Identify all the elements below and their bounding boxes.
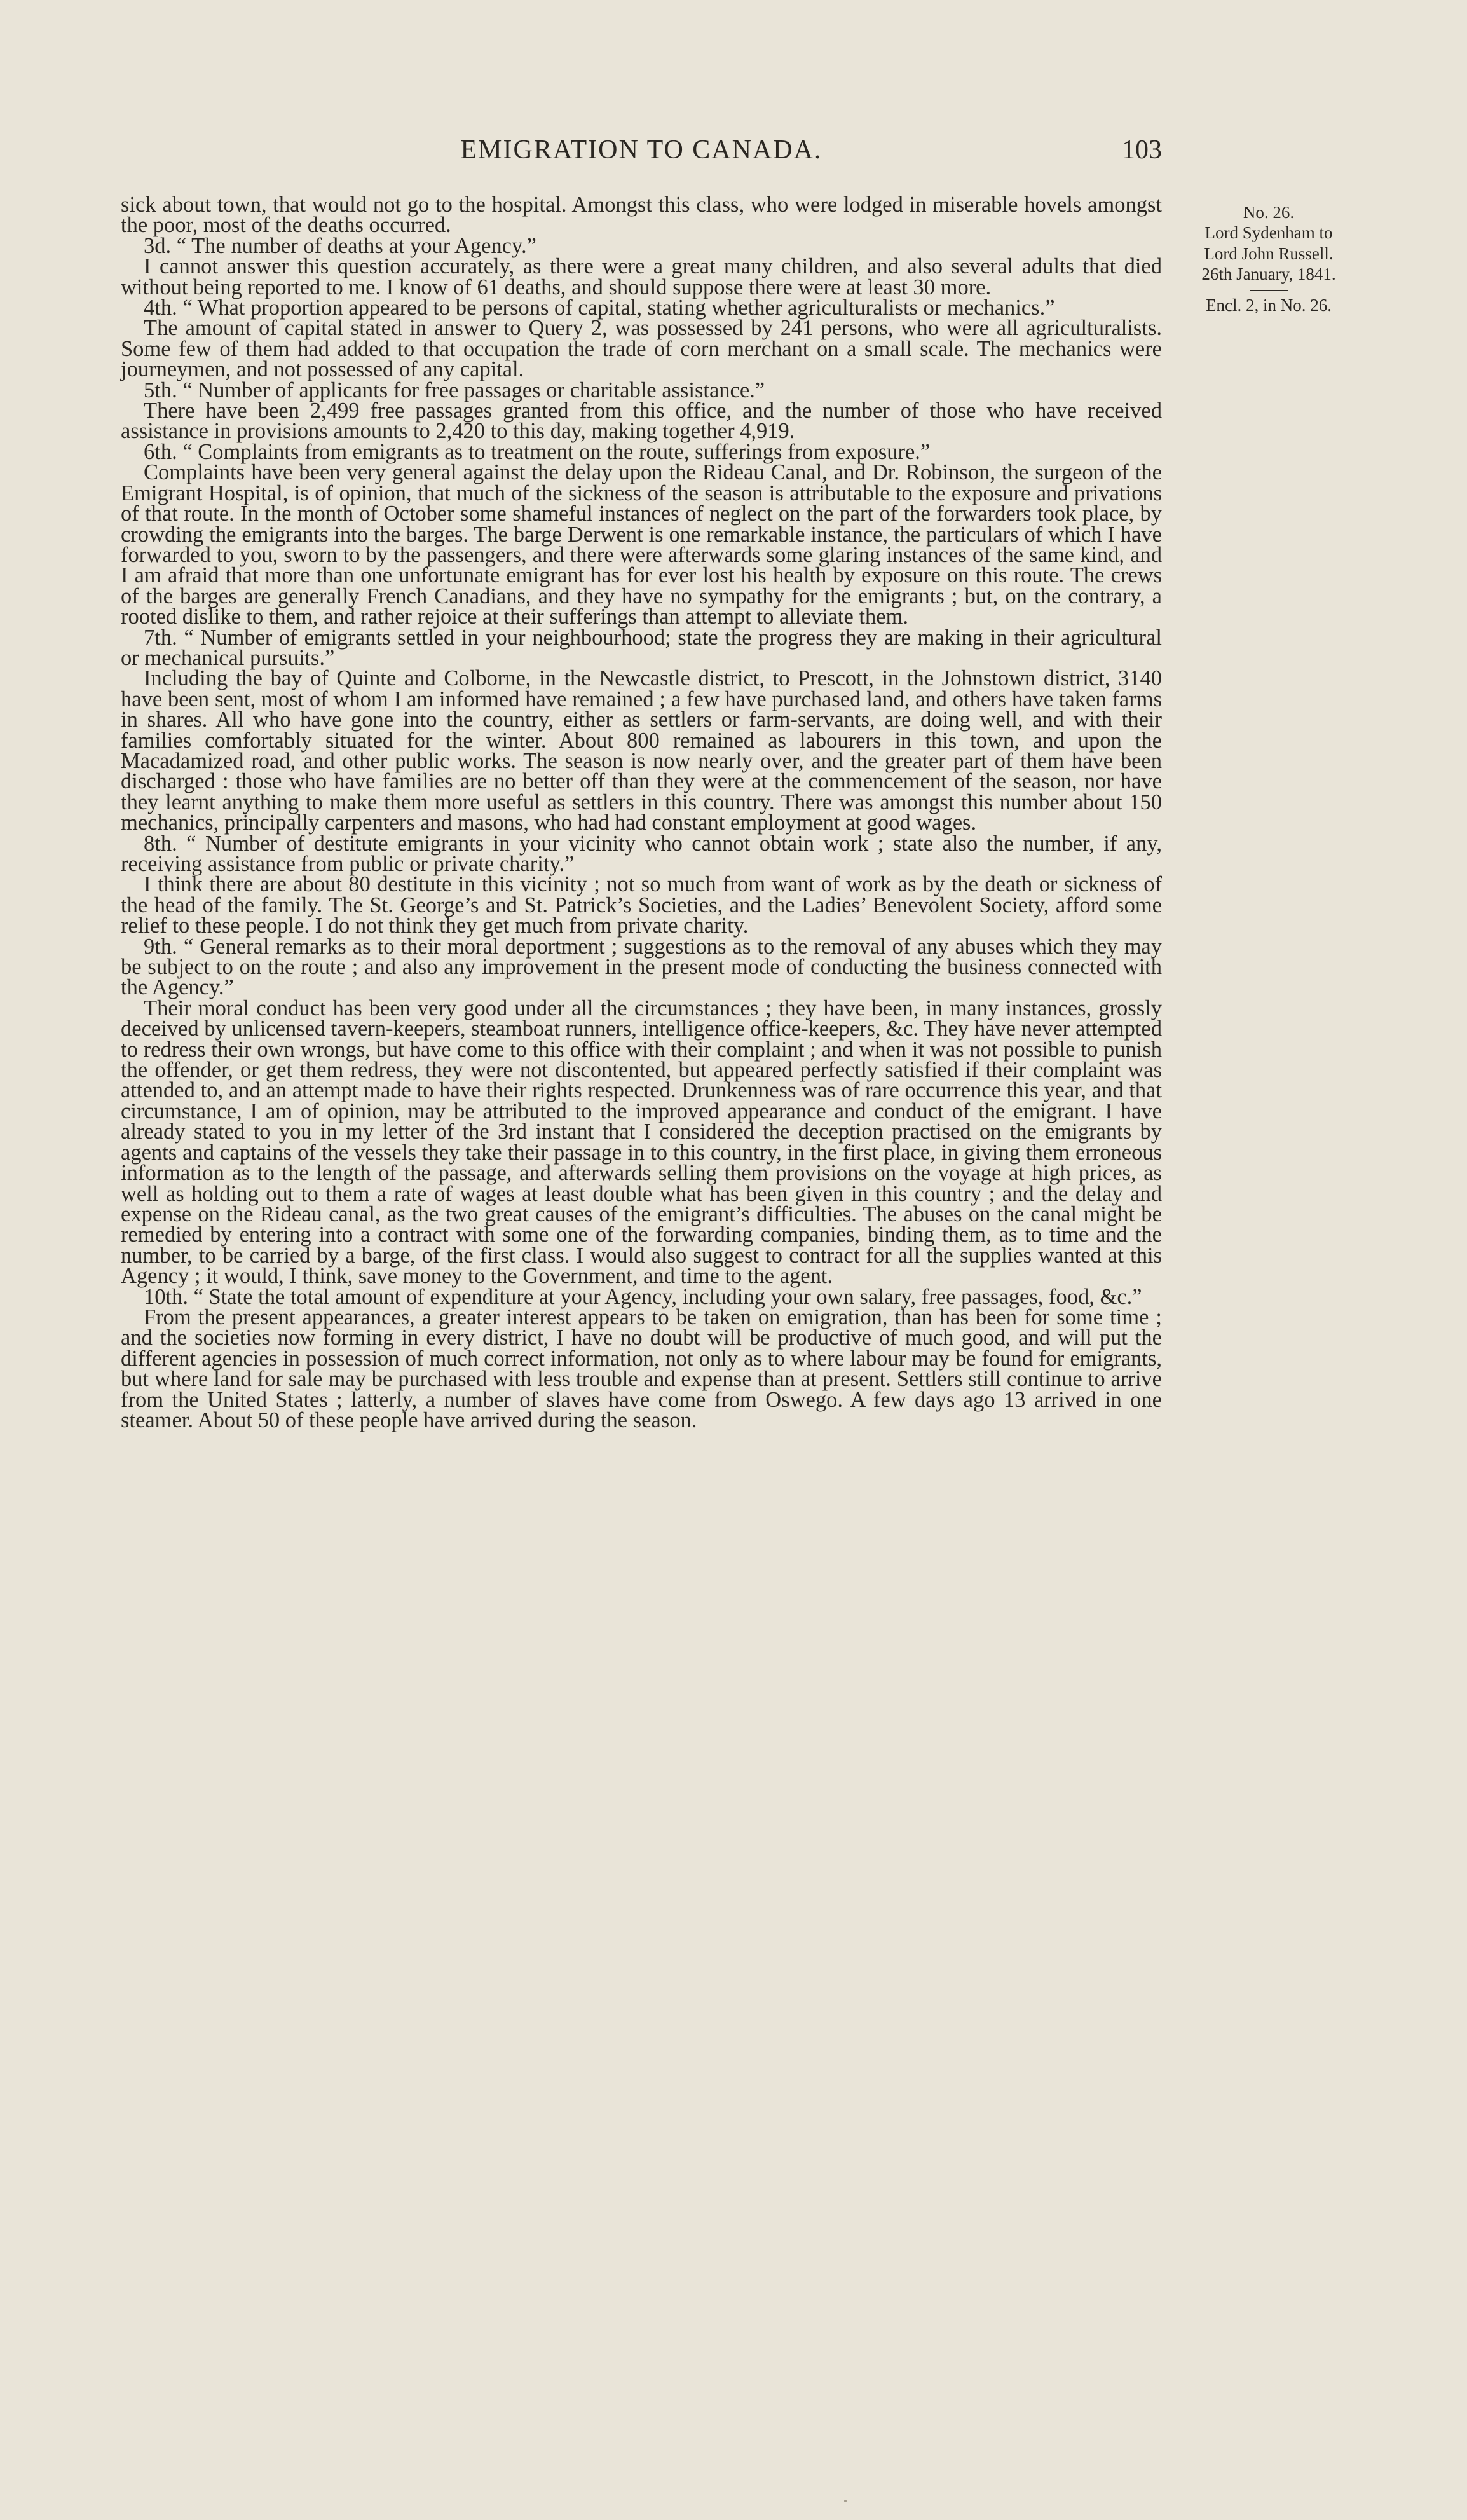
paragraph: sick about town, that would not go to the hospital. Amongst this class, who were lodged in miserable hovels amongst the poor, most of the deaths occurred.: [121, 193, 1162, 238]
paragraph: Their moral conduct has been very good under all the circumstances ; they have been, in many instances, grossly deceived by unlicensed tavern-keepers, steamboat runners, intelligence office-keepers, &c. They have never attempted to redress their own wrongs, but have come to this office with their complaint ; and when it was not possible to punish the offender, or get them redress, they were not discontented, but appeared perfectly satisfied if their complaint was attended to, and an attempt made to have their rights respected. Drunkenness was of rare occurrence this year, and that circumstance, I am of opinion, may be attributed to the improved appearance and conduct of the emigrant. I have already stated to you in my letter of the 3rd instant that I considered the deception practised on the emigrants by agents and captains of the vessels they take their passage in to this country, in the first place, in giving them erroneous information as to the length of the passage, and afterwards selling them provisions on the voyage at high prices, as well as holding out to them a rate of wages at least double what has been given in this country ; and the delay and expense on the Rideau canal, as the two great causes of the emigrant’s difficulties. The abuses on the canal might be remedied by entering into a contract with some one of the forwarding companies, binding them, as to time and the number, to be carried by a barge, of the first class. I would also suggest to contract for all the supplies wanted at this Agency ; it would, I think, save money to the Government, and time to the agent.: [121, 996, 1162, 1289]
query-heading: 4th. “ What proportion appeared to be persons of capital, stating whether agriculturalists or mechanics.”: [144, 296, 1055, 320]
paragraph: There have been 2,499 free passages granted from this office, and the number of those who have received assistance in provisions amounts to 2,420 to this day, making together 4,919.: [121, 399, 1162, 444]
query-heading: 9th. “ General remarks as to their moral deportment ; suggestions as to the removal of any abuses which they may be subject to on the route ; and also any improvement in the present mode of conducting the business connected with the Agency.”: [121, 934, 1162, 1000]
margin-note-to: Lord John Russell.: [1204, 243, 1334, 263]
body-text: [121, 195, 1162, 1430]
print-speck: [844, 2500, 847, 2502]
query-heading: 6th. “ Complaints from emigrants as to treatment on the route, sufferings from exposure.”: [144, 439, 931, 464]
query-heading: 10th. “ State the total amount of expenditure at your Agency, including your own salary, free passages, food, &c.”: [144, 1284, 1142, 1309]
margin-note-from: Lord Sydenham to: [1204, 223, 1333, 243]
margin-note-number: No. 26.: [1243, 203, 1295, 222]
query-heading: 7th. “ Number of emigrants settled in your neighbourhood; state the progress they are making in their agricultural or mechanical pursuits.”: [121, 625, 1162, 670]
query-heading: 3d. “ The number of deaths at your Agency.”: [144, 233, 536, 258]
margin-note-date: 26th January, 1841.: [1201, 264, 1336, 284]
margin-note-enclosure: Encl. 2, in No. 26.: [1206, 295, 1332, 315]
paragraph: I think there are about 80 destitute in this vicinity ; not so much from want of work as by the death or sickness of the head of the family. The St. George’s and St. Patrick’s Societies, and the Ladies’ Benevolent Society, afford some relief to these people. I do not think they get much from private charity.: [121, 872, 1162, 938]
margin-note-divider: [1250, 290, 1288, 291]
page-number: 103: [1122, 135, 1162, 165]
margin-note: [1167, 202, 1370, 315]
paragraph: From the present appearances, a greater interest appears to be taken on emigration, than has been for some time ; and the societies now forming in every district, I have no doubt will be productive of much good, and will put the different agencies in possession of much correct information, not only as to where labour may be found for emigrants, but where land for sale may be purchased with less trouble and expense than at present. Settlers still continue to arrive from the United States ; latterly, a number of slaves have come from Oswego. A few days ago 13 arrived in one steamer. About 50 of these people have arrived during the season.: [121, 1305, 1162, 1432]
paragraph: Including the bay of Quinte and Colborne, in the Newcastle district, to Prescott, in the Johnstown district, 3140 have been sent, most of whom I am informed have remained ; a few have purchased land, and others have taken farms in shares. All who have gone into the country, either as settlers or farm-servants, are doing well, and with their families comfortably situated for the winter. About 800 remained as labourers in this town, and upon the Macadamized road, and other public works. The season is now nearly over, and the greater part of them have been discharged : those who have families are no better off than they were at the commencement of the season, nor have they learnt anything to make them more useful as settlers in this country. There was amongst this number about 150 mechanics, principally carpenters and masons, who had had constant employment at good wages.: [121, 666, 1162, 835]
running-title: EMIGRATION TO CANADA.: [460, 135, 822, 165]
page-header: [121, 135, 1162, 173]
query-heading: 5th. “ Number of applicants for free passages or charitable assistance.”: [144, 378, 765, 402]
paragraph: The amount of capital stated in answer to Query 2, was possessed by 241 persons, who were all agriculturalists. Some few of them had added to that occupation the trade of corn merchant on a small scale. The mechanics were journeymen, and not possessed of any capital.: [121, 316, 1162, 382]
paragraph: I cannot answer this question accurately, as there were a great many children, and also several adults that died without being reported to me. I know of 61 deaths, and should suppose there were at least 30 more.: [121, 254, 1162, 299]
query-heading: 8th. “ Number of destitute emigrants in your vicinity who cannot obtain work ; state also the number, if any, receiving assistance from public or private charity.”: [121, 831, 1162, 876]
paragraph: Complaints have been very general against the delay upon the Rideau Canal, and Dr. Robinson, the surgeon of the Emigrant Hospital, is of opinion, that much of the sickness of the season is attributable to the exposure and privations of that route. In the month of October some shameful instances of neglect on the part of the forwarders took place, by crowding the emigrants into the barges. The barge Derwent is one remarkable instance, the particulars of which I have forwarded to you, sworn to by the passengers, and there were afterwards some glaring instances of the same kind, and I am afraid that more than one unfortunate emigrant has for ever lost his health by exposure on this route. The crews of the barges are generally French Canadians, and they have no sympathy for the emigrants ; but, on the contrary, a rooted dislike to them, and rather rejoice at their sufferings than attempt to alleviate them.: [121, 460, 1162, 629]
